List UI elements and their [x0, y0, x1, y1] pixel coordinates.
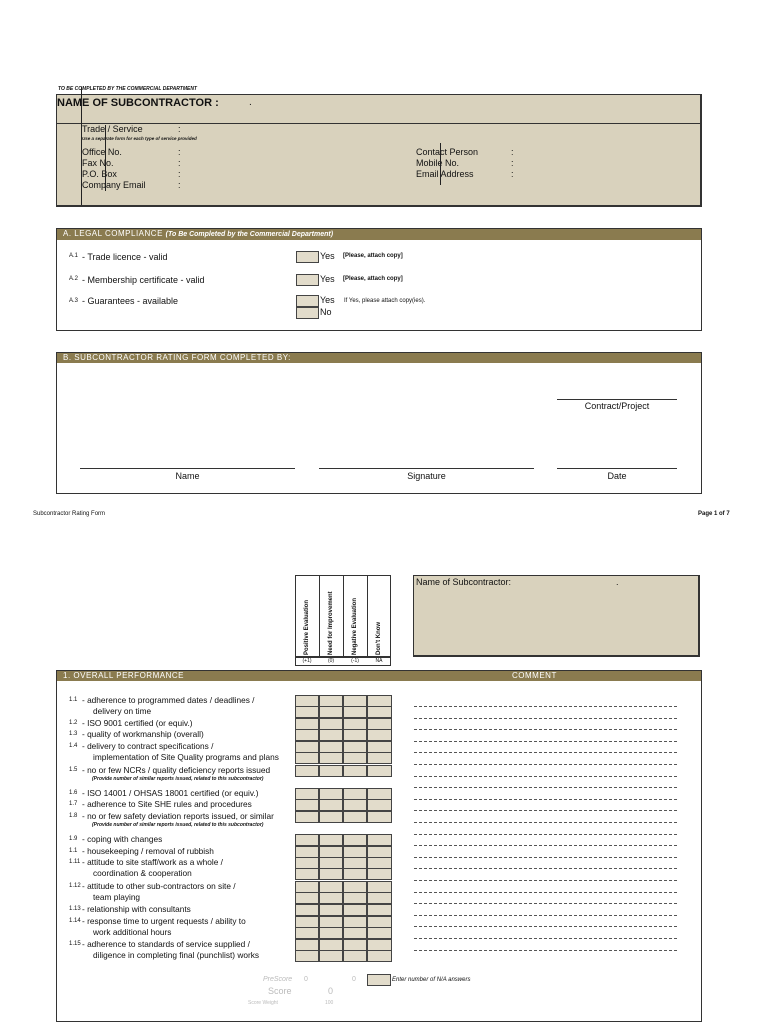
office-no-label: Office No. — [82, 147, 122, 157]
item-text: - quality of workmanship (overall) — [82, 729, 204, 739]
rating-cell-positive[interactable] — [295, 834, 319, 846]
colon: : — [178, 180, 181, 190]
comment-line[interactable] — [414, 915, 677, 916]
rating-cell-negative[interactable] — [343, 904, 367, 916]
item-number: 1.1 — [69, 848, 78, 854]
col-negative-evaluation: Negative Evaluation — [352, 597, 358, 655]
item-number: 1.2 — [69, 720, 78, 726]
left-fields — [82, 147, 146, 191]
date-label: Date — [607, 471, 627, 481]
vertical-rule — [440, 143, 441, 185]
rating-cell-improvement[interactable] — [319, 834, 343, 846]
rating-cell-positive[interactable] — [295, 765, 319, 777]
legal-num: A.2 — [69, 276, 79, 282]
rating-cell-na[interactable] — [367, 752, 392, 764]
no-label: No — [320, 307, 332, 317]
item-number: 1.8 — [69, 813, 78, 819]
item-text: - adherence to programmed dates / deadlines / — [82, 695, 255, 705]
vertical-rule — [105, 125, 106, 191]
yes-label: Yes — [320, 295, 335, 305]
rating-cell-improvement[interactable] — [319, 799, 343, 811]
comment-line[interactable] — [414, 706, 677, 707]
comment-line[interactable] — [414, 741, 677, 742]
na-count-input[interactable] — [367, 974, 391, 986]
colon: : — [511, 169, 514, 179]
item-text-continued: diligence in completing final (punchlist) works — [93, 950, 260, 960]
rating-cell-positive[interactable] — [295, 729, 319, 741]
rating-cell-positive[interactable] — [295, 892, 319, 904]
na-count-label: Enter number of N/A answers — [392, 977, 471, 983]
rating-cell-improvement[interactable] — [319, 892, 343, 904]
legal-num: A.1 — [69, 253, 79, 259]
item-number: 1.3 — [69, 731, 78, 737]
name-of-subcontractor-value[interactable]: . — [249, 97, 252, 108]
rating-cell-na[interactable] — [367, 950, 392, 962]
item-number: 1.9 — [69, 836, 78, 842]
rating-cell-na[interactable] — [367, 706, 392, 718]
rating-cell-improvement[interactable] — [319, 811, 343, 823]
rating-cell-positive[interactable] — [295, 950, 319, 962]
comment-title: COMMENT — [512, 671, 557, 680]
section-a-title: A. LEGAL COMPLIANCE — [63, 229, 163, 238]
item-text: - ISO 14001 / OHSAS 18001 certified (or equiv.) — [82, 788, 259, 798]
item-text: - adherence to standards of service supplied / — [82, 939, 250, 949]
comment-line[interactable] — [414, 880, 677, 881]
trade-note: Use a separate form for each type of service provided — [82, 136, 197, 141]
rating-cell-negative[interactable] — [343, 752, 367, 764]
rating-cell-negative[interactable] — [343, 729, 367, 741]
colon: : — [178, 147, 181, 157]
item-number: 1.4 — [69, 743, 78, 749]
rating-cell-improvement[interactable] — [319, 927, 343, 939]
legal-item-text: - Guarantees - available — [82, 296, 179, 306]
item-number: 1.6 — [69, 790, 78, 796]
rating-cell-improvement[interactable] — [319, 868, 343, 880]
name-label: Name — [175, 471, 200, 481]
col-divider — [319, 575, 320, 657]
vertical-rule — [81, 87, 82, 205]
item-text: - response time to urgent requests / ability to — [82, 916, 246, 926]
rating-cell-negative[interactable] — [343, 950, 367, 962]
comment-line[interactable] — [414, 938, 677, 939]
rating-cell-positive[interactable] — [295, 752, 319, 764]
rating-cell-na[interactable] — [367, 799, 392, 811]
item-text: - housekeeping / removal of rubbish — [82, 846, 214, 856]
item-text: - coping with changes — [82, 834, 163, 844]
item-text-continued: delivery on time — [93, 706, 152, 716]
rating-cell-positive[interactable] — [295, 811, 319, 823]
right-colons — [511, 147, 514, 180]
rating-cell-na[interactable] — [367, 811, 392, 823]
comment-line[interactable] — [414, 892, 677, 893]
item-number: 1.7 — [69, 801, 78, 807]
footer-form-name: Subcontractor Rating Form — [33, 511, 106, 517]
item-text-continued: team playing — [93, 892, 141, 902]
comment-line[interactable] — [414, 787, 677, 788]
legal-item-text: - Trade licence - valid — [82, 252, 168, 262]
trade-service-label: Trade / Service — [82, 124, 143, 134]
score-weight-label: Score Weight — [248, 1000, 278, 1006]
prescore-value-a: 0 — [304, 976, 308, 983]
item-text: - adherence to Site SHE rules and procedures — [82, 799, 252, 809]
rating-cell-na[interactable] — [367, 834, 392, 846]
legal-note: [Please, attach copy] — [343, 253, 403, 259]
item-text-continued: coordination & cooperation — [93, 868, 192, 878]
rating-cell-positive[interactable] — [295, 799, 319, 811]
item-text-continued: implementation of Site Quality programs and plans — [93, 752, 279, 762]
score-na: NA — [375, 658, 383, 664]
col-need-for-improvement: Need for Improvement — [328, 591, 334, 655]
comment-line[interactable] — [414, 729, 677, 730]
trade-licence-checkbox[interactable] — [296, 251, 319, 263]
legal-item-text: - Membership certificate - valid — [82, 275, 205, 285]
rating-cell-improvement[interactable] — [319, 706, 343, 718]
left-colons — [178, 147, 181, 191]
rating-cell-negative[interactable] — [343, 927, 367, 939]
comment-line[interactable] — [414, 868, 677, 869]
rating-cell-improvement[interactable] — [319, 729, 343, 741]
email-address-label: Email Address — [416, 169, 474, 179]
rating-cell-negative[interactable] — [343, 799, 367, 811]
rating-cell-negative[interactable] — [343, 811, 367, 823]
item-text: - attitude to other sub-contractors on site / — [82, 881, 236, 891]
rating-cell-na[interactable] — [367, 729, 392, 741]
item-number: 1.11 — [69, 859, 81, 865]
item-note: (Provide number of similar reports issued, related to this subcontractor) — [92, 776, 264, 782]
score-neutral: (0) — [327, 658, 335, 664]
name-line[interactable] — [80, 468, 295, 469]
date-line[interactable] — [557, 468, 677, 469]
colon: : — [178, 158, 181, 168]
rating-cell-negative[interactable] — [343, 892, 367, 904]
rating-cell-negative[interactable] — [343, 765, 367, 777]
name-box-value[interactable]: . — [616, 577, 619, 587]
score-label: Score — [268, 986, 292, 996]
rating-cell-positive[interactable] — [295, 904, 319, 916]
rating-cell-na[interactable] — [367, 904, 392, 916]
col-positive-evaluation: Positive Evaluation — [304, 599, 310, 655]
comment-line[interactable] — [414, 764, 677, 765]
item-number: 1.12 — [69, 883, 81, 889]
contract-project-label: Contract/Project — [584, 401, 650, 411]
item-note: (Provide number of similar reports issued, related to this subcontractor) — [92, 822, 264, 828]
trade-colon: : — [178, 124, 181, 134]
rating-cell-improvement[interactable] — [319, 950, 343, 962]
name-of-subcontractor-label: NAME OF SUBCONTRACTOR : — [57, 97, 219, 109]
name-box-label: Name of Subcontractor: — [416, 577, 512, 587]
item-text: - ISO 9001 certified (or equiv.) — [82, 718, 193, 728]
dept-note: TO BE COMPLETED BY THE COMMERCIAL DEPARTMENT — [58, 86, 197, 92]
rating-cell-negative[interactable] — [343, 868, 367, 880]
yes-label: Yes — [320, 274, 335, 284]
score-positive: (+1) — [302, 658, 312, 664]
name-of-subcontractor-box — [413, 575, 700, 657]
legal-compliance-header — [57, 229, 701, 240]
prescore-value-b: 0 — [352, 976, 356, 983]
rating-cell-improvement[interactable] — [319, 752, 343, 764]
item-text: - no or few safety deviation reports issued, or similar — [82, 811, 274, 821]
rating-cell-improvement[interactable] — [319, 904, 343, 916]
section-a-subtitle: (To Be Completed by the Commercial Department) — [165, 231, 334, 238]
item-number: 1.5 — [69, 767, 78, 773]
item-number: 1.14 — [69, 918, 81, 924]
rating-cell-positive[interactable] — [295, 706, 319, 718]
comment-line[interactable] — [414, 799, 677, 800]
comment-line[interactable] — [414, 845, 677, 846]
rating-cell-improvement[interactable] — [319, 765, 343, 777]
rating-cell-na[interactable] — [367, 892, 392, 904]
yes-label: Yes — [320, 251, 335, 261]
legal-num: A.3 — [69, 298, 79, 304]
item-text: - no or few NCRs / quality deficiency reports issued — [82, 765, 271, 775]
comment-line[interactable] — [414, 857, 677, 858]
footer-page-number: Page 1 of 7 — [698, 511, 730, 517]
comment-line[interactable] — [414, 926, 677, 927]
comment-line[interactable] — [414, 718, 677, 719]
item-number: 1.15 — [69, 941, 81, 947]
legal-note: If Yes, please attach copy(ies). — [344, 298, 426, 304]
score-negative: (-1) — [351, 658, 359, 664]
membership-certificate-checkbox[interactable] — [296, 274, 319, 286]
right-fields — [416, 147, 478, 180]
comment-line[interactable] — [414, 950, 677, 951]
guarantees-no-checkbox[interactable] — [296, 307, 319, 319]
contact-person-label: Contact Person — [416, 147, 479, 157]
fax-no-label: Fax No. — [82, 158, 114, 168]
item-text: - relationship with consultants — [82, 904, 191, 914]
colon: : — [511, 147, 514, 157]
comment-line[interactable] — [414, 834, 677, 835]
item-text: - delivery to contract specifications / — [82, 741, 214, 751]
signature-label: Signature — [407, 471, 446, 481]
section-1-title: 1. OVERALL PERFORMANCE — [63, 671, 184, 680]
mobile-no-label: Mobile No. — [416, 158, 460, 168]
contract-line — [557, 399, 677, 400]
col-divider — [343, 575, 344, 657]
po-box-label: P.O. Box — [82, 169, 117, 179]
rating-cell-na[interactable] — [367, 765, 392, 777]
company-email-label: Company Email — [82, 180, 146, 190]
rating-cell-negative[interactable] — [343, 834, 367, 846]
colon: : — [511, 158, 514, 168]
subcontractor-info-panel — [56, 94, 702, 207]
completed-by-header: B. SUBCONTRACTOR RATING FORM COMPLETED BY: — [57, 353, 701, 363]
rating-cell-positive[interactable] — [295, 927, 319, 939]
comment-line[interactable] — [414, 752, 677, 753]
rating-cell-na[interactable] — [367, 868, 392, 880]
comment-line[interactable] — [414, 810, 677, 811]
comment-line[interactable] — [414, 822, 677, 823]
col-dont-know: Don't Know — [376, 621, 382, 655]
legal-note: [Please, attach copy] — [343, 276, 403, 282]
comment-line[interactable] — [414, 903, 677, 904]
rating-cell-na[interactable] — [367, 927, 392, 939]
overall-performance-header — [57, 671, 701, 681]
item-number: 1.13 — [69, 906, 81, 912]
prescore-label: PreScore — [263, 976, 293, 983]
item-text-continued: work additional hours — [93, 927, 172, 937]
score-value: 0 — [328, 986, 334, 996]
col-divider — [367, 575, 368, 657]
item-text: - attitude to site staff/work as a whole / — [82, 857, 223, 867]
comment-line[interactable] — [414, 776, 677, 777]
guarantees-yes-checkbox[interactable] — [296, 295, 319, 307]
item-number: 1.1 — [69, 697, 78, 703]
colon: : — [178, 169, 181, 179]
signature-line[interactable] — [319, 468, 534, 469]
score-weight-value: 100 — [325, 1000, 334, 1006]
rating-cell-negative[interactable] — [343, 706, 367, 718]
rating-cell-positive[interactable] — [295, 868, 319, 880]
